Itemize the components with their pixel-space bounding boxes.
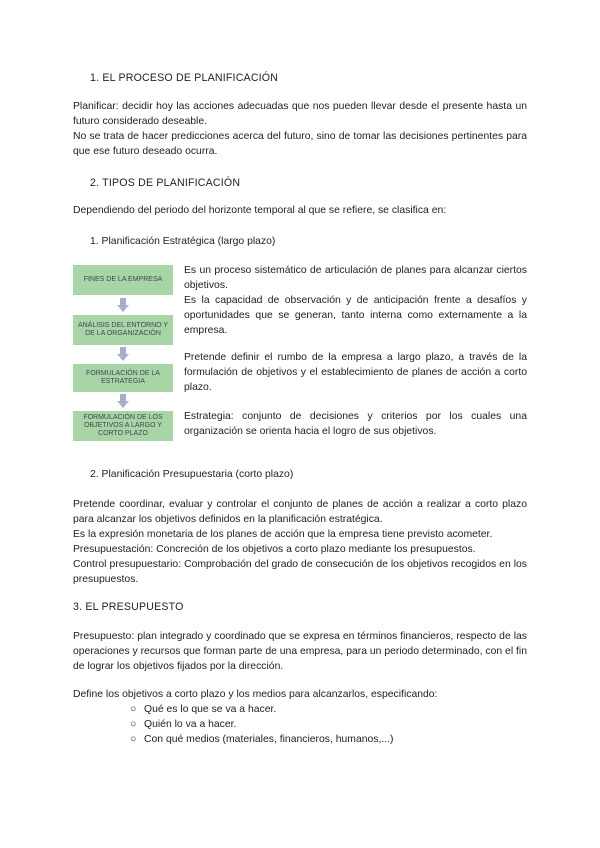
flow-box-analisis: ANÁLISIS DEL ENTORNO Y DE LA ORGANIZACIÓN [73,315,173,345]
presupuestacion-definition: Presupuestación: Concreción de los objetivos a corto plazo mediante los presupuestos. [73,544,476,555]
section-2-heading: 2. TIPOS DE PLANIFICACIÓN [90,177,241,189]
list-item: ○ Con qué medios (materiales, financieros, humanos,...) [130,734,394,745]
bullet-icon: ○ [130,719,137,730]
subsection-strategic-heading: 1. Planificación Estratégica (largo plazo) [90,236,276,247]
strategic-purpose: Pretende definir el rumbo de la empresa a largo plazo, a través de la formulación de objetivos y el establecimiento de planes de acción a corto plazo. [184,352,527,393]
flow-box-fines: FINES DE LA EMPRESA [73,265,173,295]
strategic-definition: Es un proceso sistemático de articulación de planes para alcanzar ciertos objetivos. [184,265,527,291]
paragraph [73,99,527,159]
bullet-icon: ○ [130,704,137,715]
planificar-note: No se trata de hacer predicciones acerca del futuro, sino de tomar las decisiones pertinentes para que ese futuro deseado ocurra. [73,131,527,157]
down-arrow-icon [117,347,129,361]
flow-box-estrategia: FORMULACIÓN DE LA ESTRATEGIA [73,364,173,392]
section-2-intro: Dependiendo del periodo del horizonte temporal al que se refiere, se clasifica en: [73,205,447,216]
bullet-icon: ○ [130,734,137,745]
budget-purpose: Pretende coordinar, evaluar y controlar el conjunto de planes de acción a realizar a corto plazo para alcanzar los objetivos definidos en la planificación estratégica. [73,499,527,525]
list-item: ○ Quién lo va a hacer. [130,719,237,730]
control-presupuestario-definition: Control presupuestario: Comprobación del grado de consecución de los objetivos recogidos en los presupuestos. [73,559,527,585]
section-1-heading: 1. EL PROCESO DE PLANIFICACIÓN [90,72,279,84]
objectives-list [130,702,394,747]
strategic-capacity: Es la capacidad de observación y de anticipación frente a desafíos y oportunidades que se generan, tanto interna como externamente a la empresa. [184,295,527,336]
strategy-definition: Estrategia: conjunto de decisiones y criterios por los cuales una organización se orienta hacia el logro de sus objetivos. [184,411,527,437]
list-item: ○ Qué es lo que se va a hacer. [130,704,277,715]
strategic-text-1 [184,263,527,338]
section-3-heading: 3. EL PRESUPUESTO [73,601,184,613]
planificar-definition: Planificar: decidir hoy las acciones adecuadas que nos pueden llevar desde el presente hasta un futuro considerado deseable. [73,101,527,127]
flow-box-objetivos: FORMULACIÓN DE LOS OBJETIVOS A LARGO Y CORTO PLAZO [73,411,173,441]
subsection-budget-heading: 2. Planificación Presupuestaria (corto plazo) [90,469,294,480]
presupuesto-definition: Presupuesto: plan integrado y coordinado que se expresa en términos financieros, respecto de las operaciones y recursos que forman parte de una empresa, para un periodo determinado, con el fin de lograr los objetivos fijados por la dirección. [73,631,527,672]
budget-monetary: Es la expresión monetaria de los planes de acción que la empresa tiene previsto acometer. [73,529,493,540]
down-arrow-icon [117,394,129,408]
down-arrow-icon [117,298,129,312]
objectives-intro: Define los objetivos a corto plazo y los medios para alcanzarlos, especificando: [73,689,438,700]
budget-planning-text [73,497,527,587]
